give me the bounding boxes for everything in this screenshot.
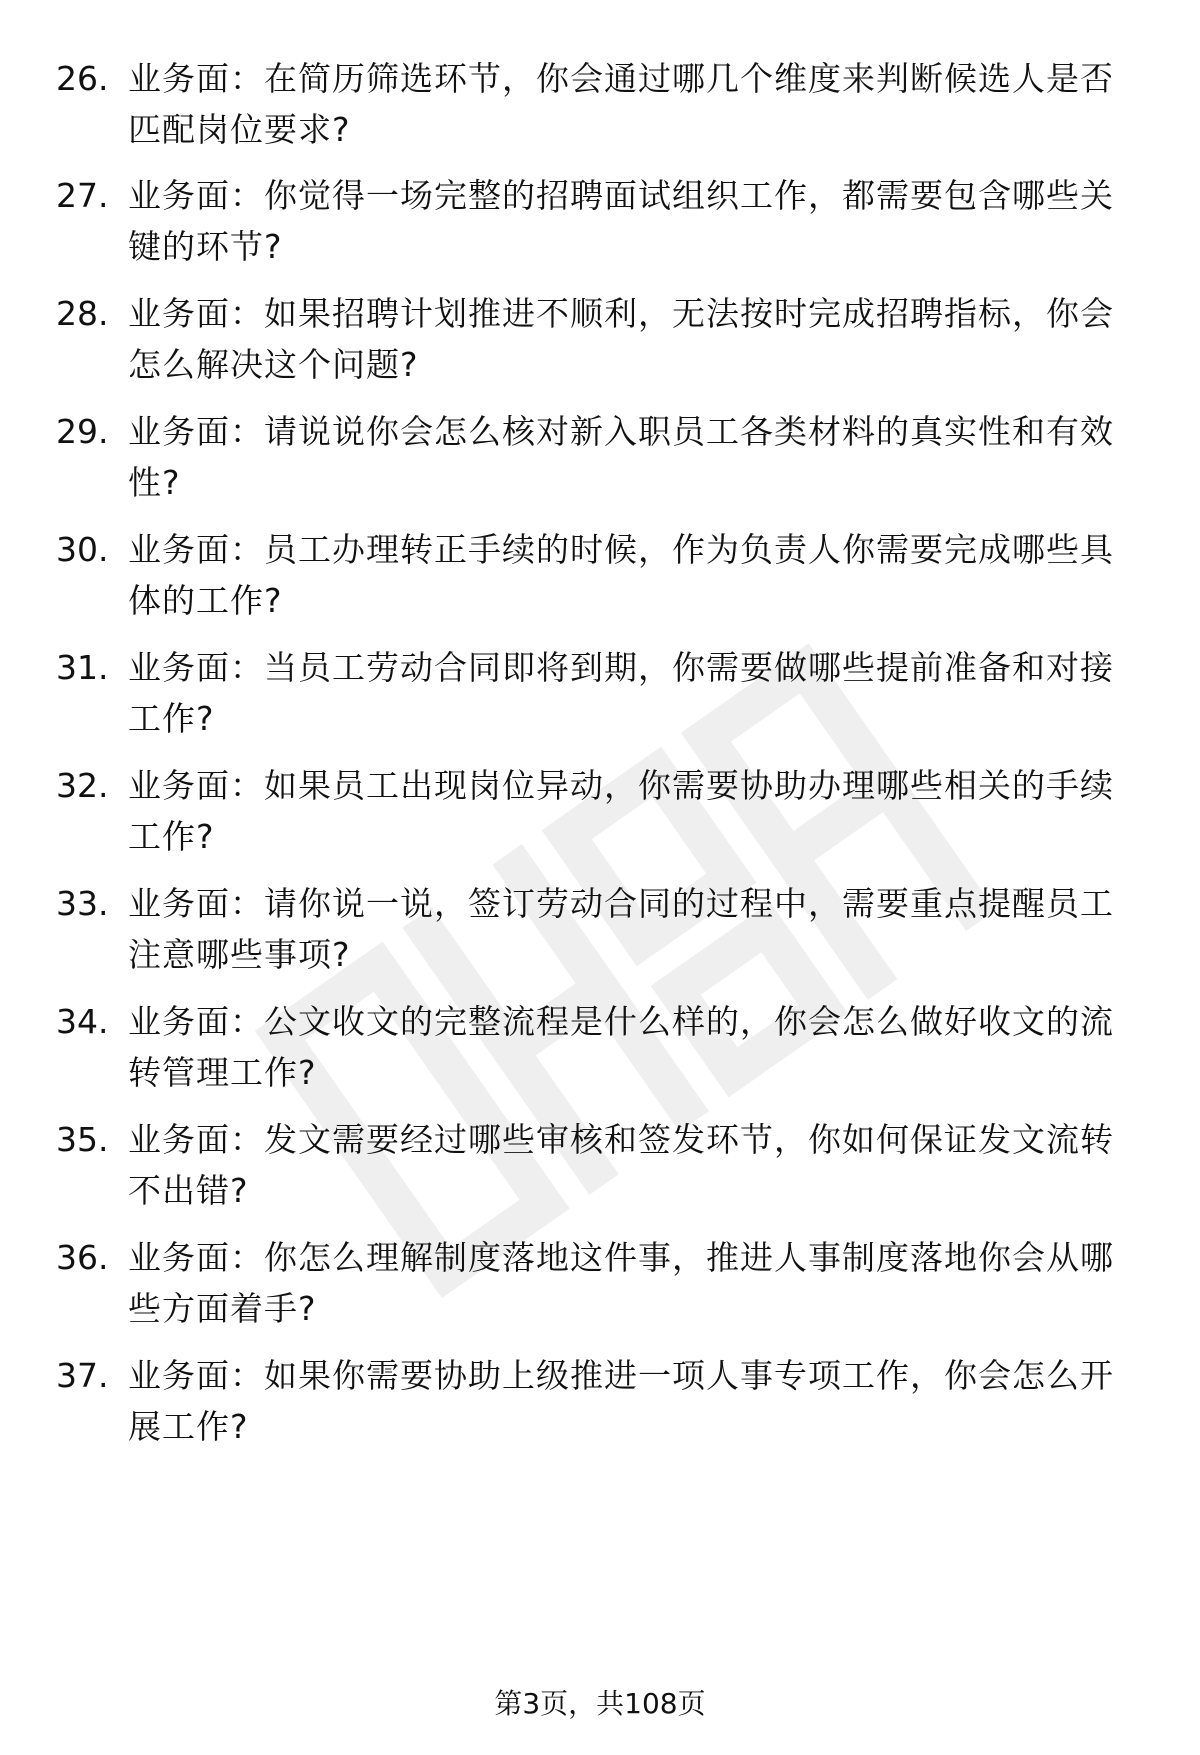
question-text: 业务面：发文需要经过哪些审核和签发环节，你如何保证发文流转不出错? [128,1120,1114,1210]
question-item [0,760,1200,880]
question-number: 34. [56,1002,109,1041]
question-number: 27. [56,176,109,215]
question-text: 业务面：公文收文的完整流程是什么样的，你会怎么做好收文的流转管理工作? [128,1002,1114,1092]
question-item [0,406,1200,526]
question-number: 28. [56,294,109,333]
question-text: 业务面：请你说一说，签订劳动合同的过程中，需要重点提醒员工注意哪些事项? [128,884,1114,974]
question-text: 业务面：如果员工出现岗位异动，你需要协助办理哪些相关的手续工作? [128,766,1114,856]
question-number: 29. [56,412,109,451]
question-number: 31. [56,648,109,687]
question-text: 业务面：请说说你会怎么核对新入职员工各类材料的真实性和有效性? [128,412,1114,502]
question-text: 业务面：你觉得一场完整的招聘面试组织工作，都需要包含哪些关键的环节? [128,176,1114,266]
question-text: 业务面：如果你需要协助上级推进一项人事专项工作，你会怎么开展工作? [128,1356,1114,1446]
question-text: 业务面：当员工劳动合同即将到期，你需要做哪些提前准备和对接工作? [128,648,1114,738]
question-item [0,170,1200,290]
question-item [0,878,1200,998]
page-footer [0,1684,1200,1724]
question-text: 业务面：你怎么理解制度落地这件事，推进人事制度落地你会从哪些方面着手? [128,1238,1114,1328]
question-item [0,524,1200,644]
question-number: 26. [56,59,109,98]
question-number: 30. [56,530,109,569]
question-item [0,53,1200,173]
question-number: 36. [56,1238,109,1277]
question-number: 35. [56,1120,109,1159]
page-number-label: 第3页，共108页 [494,1687,706,1720]
question-item [0,288,1200,408]
question-text: 业务面：员工办理转正手续的时候，作为负责人你需要完成哪些具体的工作? [128,530,1114,620]
question-number: 37. [56,1356,109,1395]
question-number: 33. [56,884,109,923]
question-item [0,1232,1200,1352]
question-item [0,1350,1200,1470]
question-item [0,642,1200,762]
question-item [0,996,1200,1116]
question-text: 业务面：如果招聘计划推进不顺利，无法按时完成招聘指标，你会怎么解决这个问题? [128,294,1114,384]
question-item [0,1114,1200,1234]
question-number: 32. [56,766,109,805]
question-text: 业务面：在简历筛选环节，你会通过哪几个维度来判断候选人是否匹配岗位要求? [128,59,1114,149]
